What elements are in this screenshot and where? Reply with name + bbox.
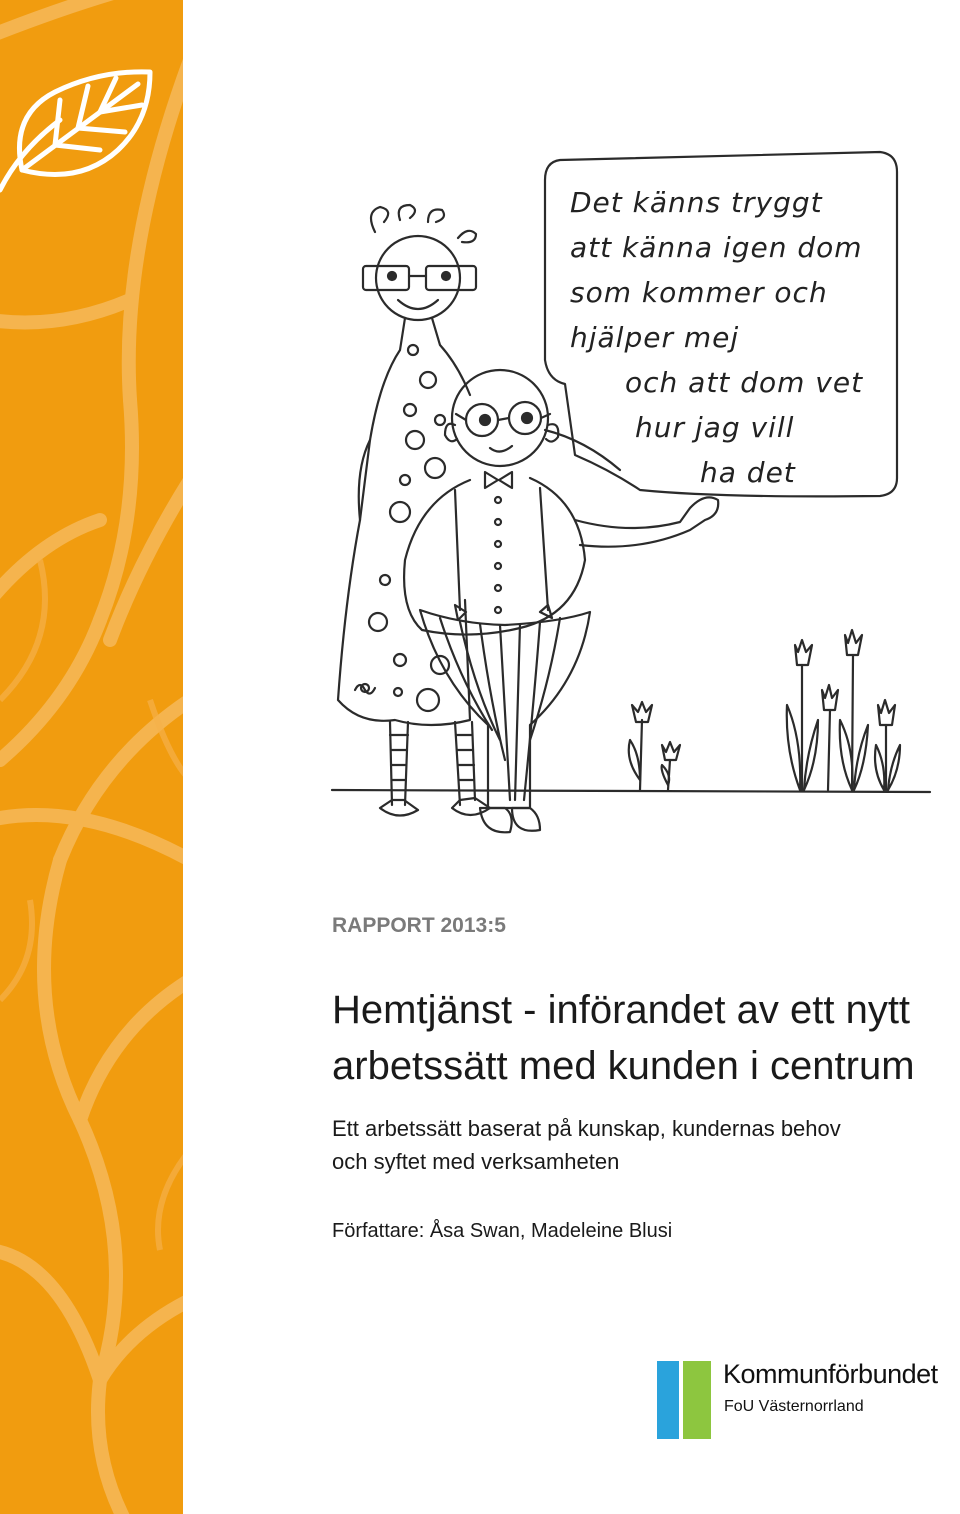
report-title-line: Hemtjänst - införandet av ett nytt: [332, 988, 911, 1032]
report-title-line: arbetssätt med kunden i centrum: [332, 1044, 915, 1088]
report-subtitle: [332, 1112, 952, 1178]
report-subtitle-line: och syftet med verksamheten: [332, 1149, 620, 1174]
branch-pattern: [0, 0, 183, 1514]
speech-line: som kommer och: [570, 276, 828, 309]
leaf-icon: [0, 0, 170, 210]
sidebar-decoration: [0, 0, 183, 1514]
speech-line: att känna igen dom: [570, 231, 863, 264]
speech-line: hjälper mej: [570, 321, 740, 354]
speech-line: hur jag vill: [635, 411, 795, 444]
speech-bubble-text: [570, 180, 890, 495]
logo-bar-blue: [657, 1361, 679, 1439]
logo-bar-green: [683, 1361, 711, 1439]
logo-subtitle: FoU Västernorrland: [724, 1398, 864, 1415]
speech-line: Det känns tryggt: [570, 186, 823, 219]
speech-line: och att dom vet: [625, 366, 864, 399]
kommunforbundet-logo-mark: [657, 1361, 711, 1439]
logo-name: Kommunförbundet: [723, 1359, 938, 1389]
speech-line: ha det: [700, 456, 796, 489]
report-authors: Författare: Åsa Swan, Madeleine Blusi: [332, 1220, 673, 1242]
report-subtitle-line: Ett arbetssätt baserat på kunskap, kundernas behov: [332, 1116, 841, 1141]
report-number: RAPPORT 2013:5: [332, 914, 506, 937]
report-title: [332, 982, 960, 1094]
